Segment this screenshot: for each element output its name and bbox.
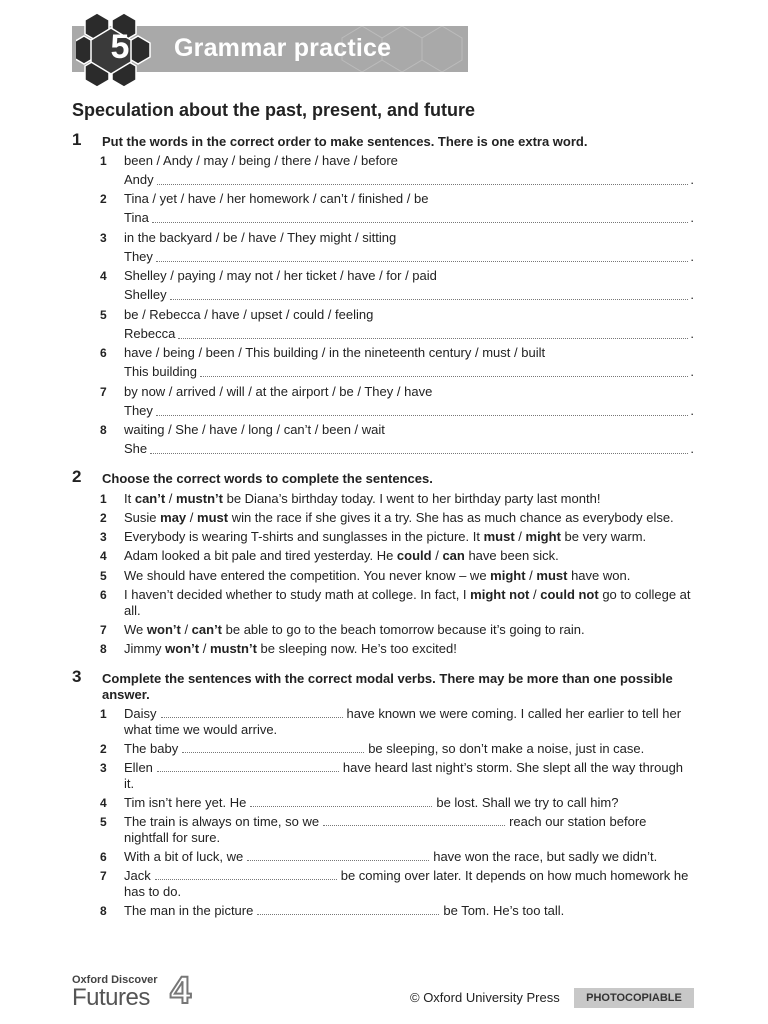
- section-3-number: 3: [72, 667, 82, 686]
- word-list: have / being / been / This building / in the nineteenth century / must / built: [124, 345, 546, 360]
- answer-blank[interactable]: [200, 364, 688, 377]
- sentence-after-gap: be coming over later. It depends on how much homework he has to do.: [124, 868, 689, 899]
- full-stop: .: [690, 441, 694, 456]
- choice-item: [100, 529, 692, 545]
- word-list: in the backyard / be / have / They might / sitting: [124, 230, 397, 245]
- word-order-item: [100, 384, 692, 400]
- sentence-before-gap: The train is always on time, so we: [124, 814, 320, 829]
- choice-item: [100, 510, 692, 526]
- item-number: 1: [100, 154, 107, 168]
- item-number: 6: [100, 588, 107, 602]
- word-order-item: [100, 345, 692, 361]
- item-number: 3: [100, 761, 107, 775]
- choice-option[interactable]: must: [536, 568, 568, 583]
- item-number: 6: [100, 346, 107, 360]
- gap-sentence: [124, 814, 692, 846]
- full-stop: .: [690, 249, 694, 264]
- choice-sentence: Jimmy won’t / mustn’t be sleeping now. He’s too excited!: [124, 641, 457, 656]
- choice-sentence: I haven’t decided whether to study math at college. In fact, I might not / could not go to college at all.: [124, 587, 691, 618]
- word-order-item: [100, 422, 692, 438]
- full-stop: .: [690, 326, 694, 341]
- choice-option[interactable]: might: [490, 568, 526, 583]
- answer-blank[interactable]: [150, 441, 688, 454]
- choice-option[interactable]: must: [483, 529, 515, 544]
- item-number: 4: [100, 796, 107, 810]
- full-stop: .: [690, 364, 694, 379]
- answer-line: [124, 364, 694, 380]
- sentence-before-gap: With a bit of luck, we: [124, 849, 244, 864]
- copyright-text: © Oxford University Press: [410, 990, 560, 1005]
- choice-option[interactable]: can: [442, 548, 465, 563]
- modal-gap-item: [100, 868, 692, 900]
- section-2-number: 2: [72, 467, 82, 486]
- item-number: 5: [100, 569, 107, 583]
- choice-option[interactable]: might not: [470, 587, 530, 602]
- item-number: 7: [100, 869, 107, 883]
- answer-blank[interactable]: [178, 326, 688, 339]
- choice-item: [100, 568, 692, 584]
- sentence-start: Andy: [124, 172, 154, 187]
- sentence-before-gap: The baby: [124, 741, 179, 756]
- full-stop: .: [690, 287, 694, 302]
- answer-line: [124, 210, 694, 226]
- choice-item: [100, 548, 692, 564]
- choice-option[interactable]: can’t: [191, 622, 223, 637]
- answer-blank[interactable]: [156, 249, 688, 262]
- answer-line: [124, 403, 694, 419]
- choice-option[interactable]: won’t: [146, 622, 181, 637]
- answer-blank[interactable]: [157, 172, 689, 185]
- choice-option[interactable]: won’t: [165, 641, 200, 656]
- choice-option[interactable]: can’t: [134, 491, 166, 506]
- answer-line: [124, 249, 694, 265]
- word-order-item: [100, 268, 692, 284]
- gap-sentence: [124, 741, 692, 757]
- gap-sentence: [124, 903, 692, 919]
- item-number: 7: [100, 623, 107, 637]
- modal-gap-item: [100, 814, 692, 846]
- sentence-start: Tina: [124, 210, 149, 225]
- photocopiable-badge: PHOTOCOPIABLE: [574, 988, 694, 1008]
- choice-option[interactable]: mustn’t: [209, 641, 257, 656]
- item-number: 8: [100, 642, 107, 656]
- item-number: 6: [100, 850, 107, 864]
- item-number: 2: [100, 192, 107, 206]
- gap-sentence: [124, 795, 692, 811]
- sentence-before-gap: Ellen: [124, 760, 153, 775]
- choice-sentence: We won’t / can’t be able to go to the beach tomorrow because it’s going to rain.: [124, 622, 585, 637]
- choice-item: [100, 587, 692, 619]
- full-stop: .: [690, 210, 694, 225]
- word-list: been / Andy / may / being / there / have / before: [124, 153, 398, 168]
- item-number: 8: [100, 423, 107, 437]
- choice-sentence: Everybody is wearing T-shirts and sunglasses in the picture. It must / might be very warm.: [124, 529, 647, 544]
- sentence-after-gap: be sleeping, so don’t make a noise, just in case.: [368, 741, 645, 756]
- answer-blank[interactable]: [170, 287, 689, 300]
- sentence-after-gap: be Tom. He’s too tall.: [443, 903, 565, 918]
- answer-line: [124, 441, 694, 457]
- word-list: Tina / yet / have / her homework / can’t / finished / be: [124, 191, 429, 206]
- choice-option[interactable]: might: [525, 529, 561, 544]
- full-stop: .: [690, 172, 694, 187]
- choice-item: [100, 491, 692, 507]
- unit-number: 5: [110, 28, 130, 66]
- choice-item: [100, 641, 692, 657]
- item-number: 5: [100, 815, 107, 829]
- choice-option[interactable]: must: [197, 510, 229, 525]
- item-number: 7: [100, 385, 107, 399]
- sentence-start: This building: [124, 364, 197, 379]
- modal-gap-item: [100, 741, 692, 757]
- sentence-start: Rebecca: [124, 326, 176, 341]
- sentence-after-gap: have known we were coming. I called her earlier to tell her what time we would arrive.: [124, 706, 682, 737]
- choice-sentence: It can’t / mustn’t be Diana’s birthday today. I went to her birthday party last month!: [124, 491, 601, 506]
- item-number: 1: [100, 707, 107, 721]
- gap-sentence: [124, 706, 692, 738]
- answer-blank[interactable]: [157, 761, 339, 772]
- modal-gap-item: [100, 760, 692, 792]
- answer-line: [124, 326, 694, 342]
- sentence-after-gap: be lost. Shall we try to call him?: [436, 795, 619, 810]
- sentence-after-gap: have heard last night’s storm. She slept all the way through it.: [124, 760, 684, 791]
- answer-blank[interactable]: [182, 742, 364, 753]
- answer-line: [124, 172, 694, 188]
- choice-option[interactable]: could: [396, 548, 432, 563]
- choice-option[interactable]: could not: [540, 587, 599, 602]
- sentence-before-gap: Daisy: [124, 706, 157, 721]
- item-number: 3: [100, 231, 107, 245]
- modal-gap-item: [100, 706, 692, 738]
- item-number: 8: [100, 904, 107, 918]
- answer-blank[interactable]: [152, 210, 689, 223]
- choice-sentence: Adam looked a bit pale and tired yesterday. He could / can have been sick.: [124, 548, 559, 563]
- gap-sentence: [124, 760, 692, 792]
- word-order-item: [100, 153, 692, 169]
- choice-option[interactable]: mustn’t: [176, 491, 223, 506]
- answer-blank[interactable]: [257, 904, 439, 915]
- publisher-logo-line2: Futures: [72, 984, 150, 1011]
- answer-blank[interactable]: [156, 403, 688, 416]
- item-number: 2: [100, 742, 107, 756]
- answer-blank[interactable]: [161, 707, 343, 718]
- modal-gap-item: [100, 849, 692, 865]
- section-2-instruction: Choose the correct words to complete the sentences.: [102, 471, 433, 486]
- publisher-logo-level: 4: [170, 970, 192, 1012]
- sentence-before-gap: Tim isn’t here yet. He: [124, 795, 247, 810]
- section-1-number: 1: [72, 130, 82, 149]
- sentence-after-gap: reach our station before nightfall for sure.: [124, 814, 647, 845]
- publisher-logo-line1: Oxford Discover: [72, 974, 158, 986]
- item-number: 5: [100, 308, 107, 322]
- item-number: 4: [100, 269, 107, 283]
- answer-blank[interactable]: [323, 815, 505, 826]
- choice-item: [100, 622, 692, 638]
- sentence-before-gap: Jack: [124, 868, 151, 883]
- word-order-item: [100, 191, 692, 207]
- modal-gap-item: [100, 903, 692, 919]
- sentence-start: Shelley: [124, 287, 167, 302]
- section-1-instruction: Put the words in the correct order to make sentences. There is one extra word.: [102, 134, 588, 149]
- answer-blank[interactable]: [247, 850, 429, 861]
- item-number: 1: [100, 492, 107, 506]
- sentence-start: She: [124, 441, 148, 456]
- sentence-before-gap: The man in the picture: [124, 903, 254, 918]
- gap-sentence: [124, 868, 692, 900]
- sentence-start: They: [124, 403, 153, 418]
- sentence-start: They: [124, 249, 153, 264]
- banner-title: Grammar practice: [174, 34, 392, 62]
- gap-sentence: [124, 849, 692, 865]
- word-list: waiting / She / have / long / can’t / been / wait: [124, 422, 385, 437]
- page-heading: Speculation about the past, present, and future: [72, 100, 476, 120]
- choice-sentence: We should have entered the competition. You never know – we might / must have won.: [124, 568, 631, 583]
- answer-blank[interactable]: [155, 869, 337, 880]
- word-list: be / Rebecca / have / upset / could / feeling: [124, 307, 374, 322]
- word-list: by now / arrived / will / at the airport / be / They / have: [124, 384, 433, 399]
- full-stop: .: [690, 403, 694, 418]
- word-order-item: [100, 230, 692, 246]
- item-number: 4: [100, 549, 107, 563]
- choice-sentence: Susie may / must win the race if she gives it a try. She has as much chance as everybody else.: [124, 510, 674, 525]
- word-list: Shelley / paying / may not / her ticket / have / for / paid: [124, 268, 437, 283]
- item-number: 3: [100, 530, 107, 544]
- word-order-item: [100, 307, 692, 323]
- item-number: 2: [100, 511, 107, 525]
- answer-line: [124, 287, 694, 303]
- section-3-instruction: Complete the sentences with the correct modal verbs. There may be more than one possible answer.: [102, 671, 673, 702]
- sentence-after-gap: have won the race, but sadly we didn’t.: [433, 849, 658, 864]
- answer-blank[interactable]: [250, 796, 432, 807]
- modal-gap-item: [100, 795, 692, 811]
- choice-option[interactable]: may: [160, 510, 187, 525]
